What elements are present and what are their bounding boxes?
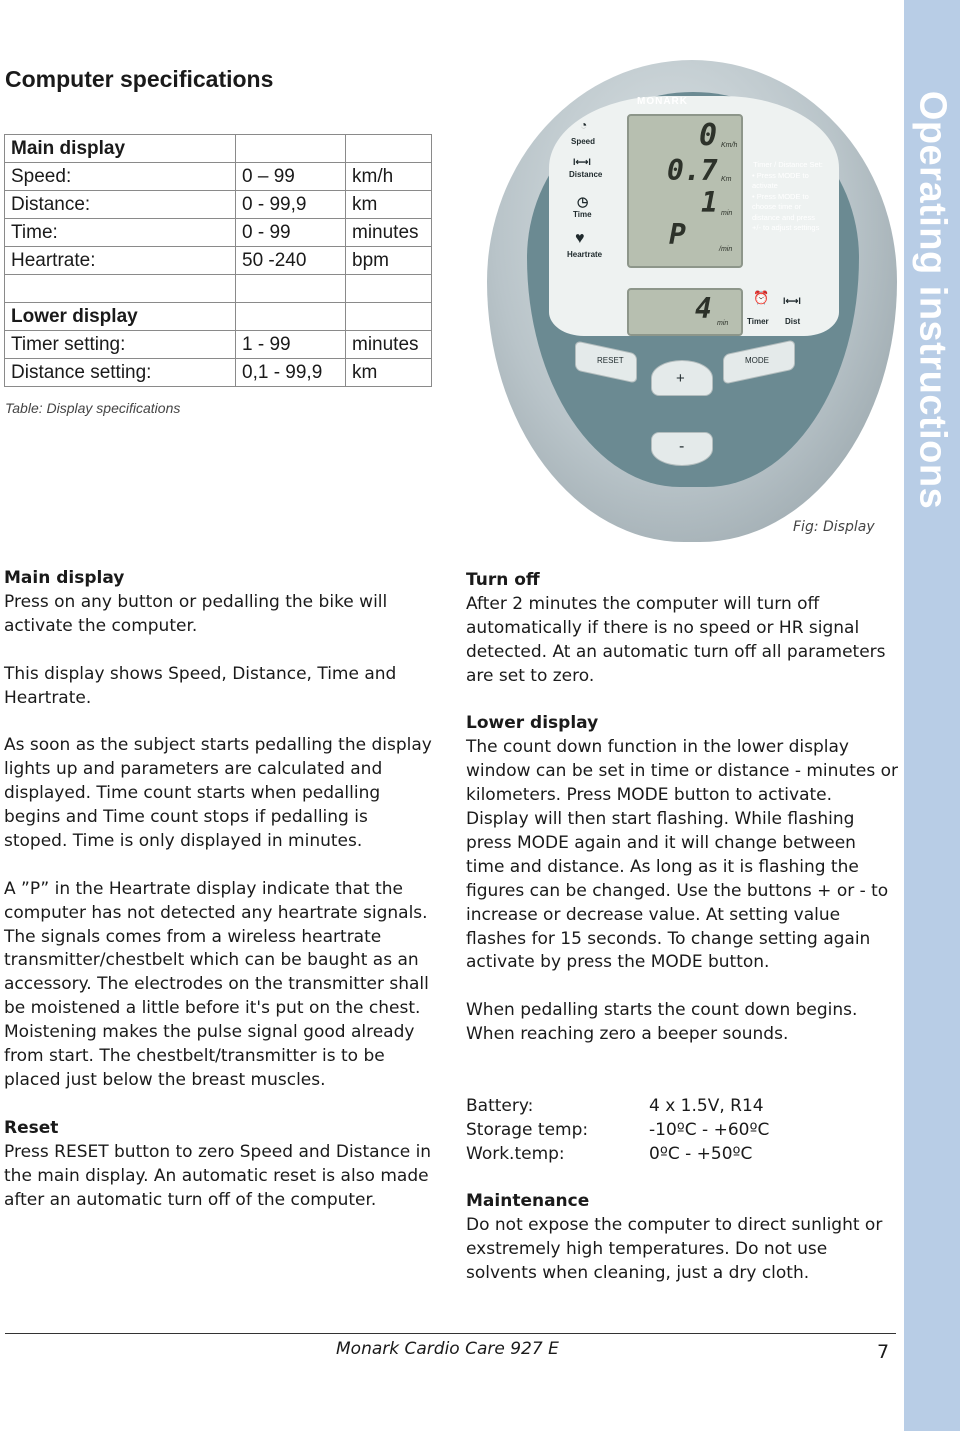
spec-key: Battery: — [466, 1095, 534, 1116]
paragraph: When pedalling starts the count down begins. When reaching zero a beeper sounds. — [466, 1000, 858, 1045]
table-heading-row — [5, 135, 432, 163]
time-label: Time — [573, 210, 592, 219]
lower-display-heading: Lower display — [466, 713, 599, 734]
spacer — [466, 1071, 898, 1095]
table-cell-unit: bpm — [346, 247, 432, 275]
side-title-text: Operating instructions — [911, 90, 954, 510]
table-cell-name: Heartrate: — [5, 247, 236, 275]
paragraph: A ”P” in the Heartrate display indicate that the computer has not detected any heartrate signals. The signals comes from a wireless heartrate transmitter/chestbelt which can be baught as an accessory. The electrodes on the transmitter shall be moistened a little before it's put on the chest. Moistening makes the pulse signal good already from start. The chestbelt/transmitter is to be placed just below the breast muscles. — [4, 878, 429, 1090]
lcd-lower-unit: min — [717, 320, 729, 327]
table-cell-name: Distance: — [5, 191, 236, 219]
table-cell-range: 0 - 99,9 — [236, 191, 346, 219]
reset-heading: Reset — [4, 1117, 59, 1138]
table-cell-range: 0 – 99 — [236, 163, 346, 191]
main-display-heading: Main display — [4, 568, 125, 588]
note-line-1: • Press MODE to activate — [752, 170, 809, 190]
lcd-speed-value: 0 — [699, 118, 718, 153]
right-column — [466, 569, 898, 1310]
paragraph: As soon as the subject starts pedalling the display lights up and parameters are calculated and displayed. Time count starts when pedalling begins and Time count stops if pedalling is stoped. Time is only displayed in minutes. — [4, 735, 432, 851]
table-heading-lower: Lower display — [5, 303, 236, 331]
timer-label: Timer — [747, 317, 769, 326]
maintenance-heading: Maintenance — [466, 1191, 590, 1212]
paragraph: Press RESET button to zero Speed and Distance in the main display. An automatic reset is also made after an automatic turn off of the computer. — [4, 1141, 432, 1210]
table-row-empty — [5, 275, 432, 303]
figure-caption: Fig: Display — [793, 519, 875, 535]
spec-row — [466, 1095, 898, 1119]
spec-key: Work.temp: — [466, 1143, 565, 1164]
section-side-title — [904, 0, 960, 560]
table-cell-range: 0 - 99 — [236, 219, 346, 247]
paragraph: This display shows Speed, Distance, Time and Heartrate. — [4, 663, 397, 708]
footer-divider — [5, 1333, 896, 1334]
table-cell-name: Speed: — [5, 163, 236, 191]
spec-value: 0ºC - +50ºC — [649, 1143, 753, 1164]
alarm-clock-icon: ⏰ — [753, 290, 770, 305]
table-cell-unit: minutes — [346, 331, 432, 359]
left-column — [4, 567, 434, 1236]
table-cell-unit: km — [346, 359, 432, 387]
spec-value: 4 x 1.5V, R14 — [649, 1095, 764, 1116]
paragraph: Press on any button or pedalling the bike will activate the computer. — [4, 591, 388, 636]
table-cell — [346, 303, 432, 331]
table-cell-name: Time: — [5, 219, 236, 247]
dist-icon: I⟷I — [783, 296, 801, 306]
table-cell — [5, 275, 236, 303]
table-cell — [236, 135, 346, 163]
table-cell-unit: km — [346, 191, 432, 219]
footer-title: Monark Cardio Care 927 E — [336, 1339, 559, 1359]
spec-value: -10ºC - +60ºC — [649, 1119, 770, 1140]
table-cell — [346, 275, 432, 303]
brand-logo: MONARK — [637, 96, 688, 107]
note-title: Timer / Distance Set: — [753, 160, 823, 169]
note-line-2: • Press MODE to choose time or distance and press +/- to adjust settings — [752, 191, 820, 232]
table-cell-unit: minutes — [346, 219, 432, 247]
lcd-heartrate-value: P — [669, 218, 686, 251]
table-cell-range: 1 - 99 — [236, 331, 346, 359]
table-row — [5, 331, 432, 359]
minus-button-label: - — [679, 438, 685, 455]
table-cell — [236, 275, 346, 303]
plus-button-label: + — [676, 370, 685, 387]
table-heading-row — [5, 303, 432, 331]
speedometer-icon: ◔ — [580, 118, 588, 132]
spec-key: Storage temp: — [466, 1119, 589, 1140]
lcd-heartrate-unit: /min — [719, 246, 733, 253]
display-device-figure — [487, 60, 897, 542]
lcd-distance-value: 0.7 — [667, 154, 718, 187]
speed-label: Speed — [571, 137, 596, 146]
clock-icon: ◷ — [577, 194, 589, 209]
table-caption: Table: Display specifications — [5, 400, 181, 416]
table-row — [5, 191, 432, 219]
dist-label: Dist — [785, 317, 801, 326]
table-cell — [346, 135, 432, 163]
table-cell-unit: km/h — [346, 163, 432, 191]
heart-icon: ♥ — [575, 230, 585, 247]
table-row — [5, 359, 432, 387]
lcd-speed-unit: Km/h — [721, 142, 738, 149]
distance-icon: I⟷I — [573, 157, 591, 167]
device-instruction-note — [752, 160, 824, 234]
lcd-time-value: 1 — [701, 186, 718, 219]
mode-button-label: MODE — [745, 356, 769, 365]
table-row — [5, 219, 432, 247]
lcd-distance-unit: Km — [721, 176, 732, 183]
reset-button-label: RESET — [597, 356, 624, 365]
lcd-time-unit: min — [721, 210, 733, 217]
main-lcd — [627, 114, 743, 268]
paragraph: After 2 minutes the computer will turn off automatically if there is no speed or HR signal detected. At an automatic turn off all parameters are set to zero. — [466, 593, 886, 686]
paragraph: Do not expose the computer to direct sunlight or exstremely high temperatures. Do not use solvents when cleaning, just a dry cloth. — [466, 1215, 883, 1284]
table-cell-name: Distance setting: — [5, 359, 236, 387]
heartrate-label: Heartrate — [567, 250, 603, 259]
distance-label: Distance — [569, 170, 603, 179]
spec-row — [466, 1143, 898, 1167]
spec-row — [466, 1119, 898, 1143]
page-number: 7 — [877, 1341, 890, 1363]
page-title: Computer specifications — [5, 66, 274, 92]
table-cell-range: 0,1 - 99,9 — [236, 359, 346, 387]
power-spec-list — [466, 1095, 898, 1167]
turn-off-heading: Turn off — [466, 570, 540, 590]
paragraph: The count down function in the lower display window can be set in time or distance - minutes or kilometers. Press MODE button to activate. Display will then start flashing. While flashing press MODE again and it will change between time and distance. As long as it is flashing the figures can be changed. Use the buttons + or - to increase or decrease value. At setting value flashes for 15 seconds. To change setting again activate by press the MODE button. — [466, 737, 898, 973]
table-cell-range: 50 -240 — [236, 247, 346, 275]
lower-lcd — [627, 288, 743, 336]
table-row — [5, 163, 432, 191]
table-cell — [236, 303, 346, 331]
table-cell-name: Timer setting: — [5, 331, 236, 359]
display-spec-table — [4, 134, 432, 387]
lcd-lower-value: 4 — [695, 292, 712, 325]
table-heading-main: Main display — [5, 135, 236, 163]
table-row — [5, 247, 432, 275]
